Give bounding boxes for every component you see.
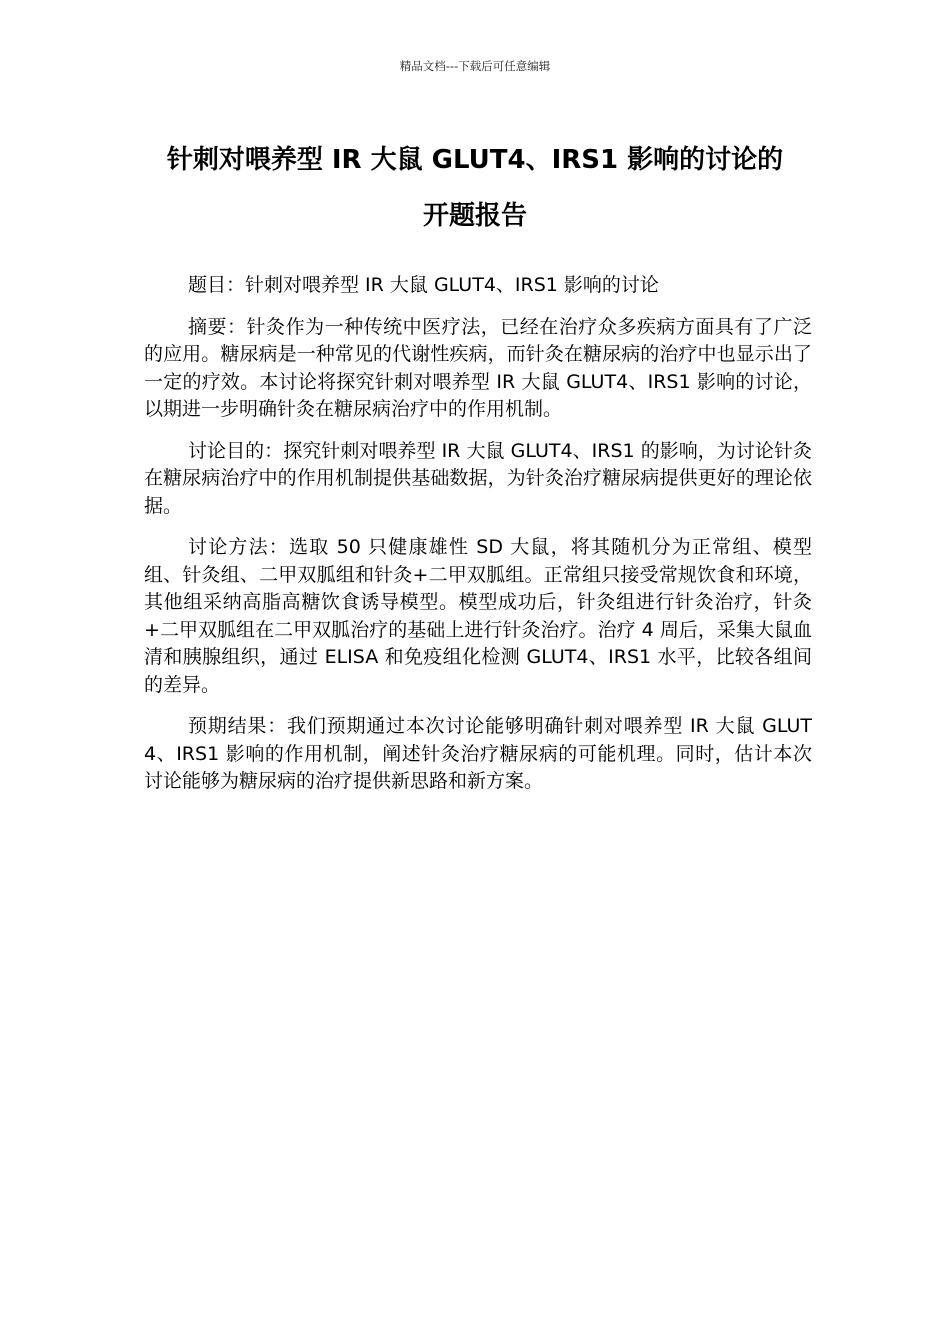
methods-text: 选取 50 只健康雄性 SD 大鼠，将其随机分为正常组、模型组、针灸组、二甲双胍组和针灸+二甲双胍组。正常组只接受常规饮食和环境，其他组采纳高脂高糖饮食诱导模型。模型成功后，针灸组进行针灸治疗，针灸+二甲双胍组在二甲双胍治疗的基础上进行针灸治疗。治疗 4 周后，采集大鼠血清和胰腺组织，通过 ELISA 和免疫组化检测 GLUT4、IRS1 水平，比较各组间的差异。	[144, 536, 812, 696]
purpose-paragraph	[144, 438, 812, 521]
expected-results-paragraph	[144, 713, 812, 796]
abstract-paragraph	[144, 314, 812, 424]
document-title-line-1: 针刺对喂养型 IR 大鼠 GLUT4、IRS1 影响的讨论的	[166, 145, 784, 175]
topic-paragraph	[144, 272, 812, 300]
abstract-text: 针灸作为一种传统中医疗法，已经在治疗众多疾病方面具有了广泛的应用。糖尿病是一种常见的代谢性疾病，而针灸在糖尿病的治疗中也显示出了一定的疗效。本讨论将探究针刺对喂养型 IR 大鼠 GLUT4、IRS1 影响的讨论，以期进一步明确针灸在糖尿病治疗中的作用机制。	[144, 315, 812, 420]
purpose-label: 讨论目的：	[188, 439, 284, 462]
page-header: 精品文档---下载后可任意编辑	[399, 59, 551, 73]
expected-results-label: 预期结果：	[188, 715, 288, 737]
methods-label: 讨论方法：	[188, 536, 289, 558]
topic-text: 针刺对喂养型 IR 大鼠 GLUT4、IRS1 影响的讨论	[245, 274, 659, 296]
document-body	[144, 272, 812, 810]
purpose-text: 探究针刺对喂养型 IR 大鼠 GLUT4、IRS1 的影响，为讨论针灸在糖尿病治疗中的作用机制提供基础数据，为针灸治疗糖尿病提供更好的理论依据。	[144, 439, 812, 517]
document-title-line-2: 开题报告	[422, 201, 527, 231]
document-title	[120, 132, 830, 244]
expected-results-text: 我们预期通过本次讨论能够明确针刺对喂养型 IR 大鼠 GLUT4、IRS1 影响的作用机制，阐述针灸治疗糖尿病的可能机理。同时，估计本次讨论能够为糖尿病的治疗提供新思路和新方案。	[144, 715, 812, 792]
topic-label: 题目：	[188, 274, 246, 296]
methods-paragraph	[144, 534, 812, 699]
abstract-label: 摘要：	[188, 315, 247, 338]
